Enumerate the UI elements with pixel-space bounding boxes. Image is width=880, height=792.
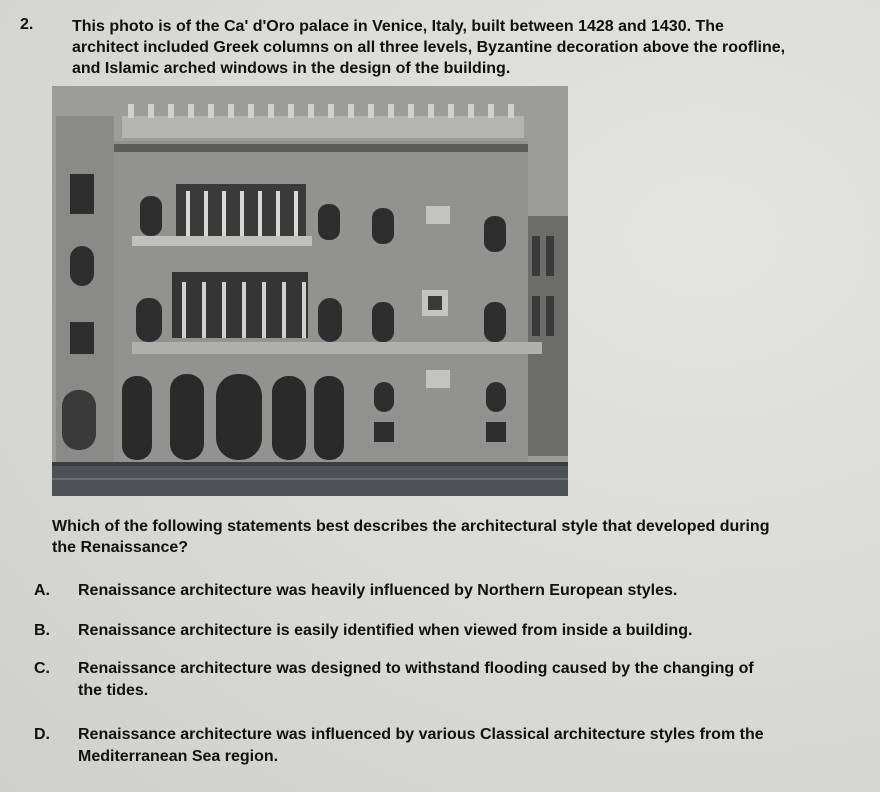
intro-line: architect included Greek columns on all three levels, Byzantine decoration above the roofline, (72, 39, 786, 56)
question-intro (72, 16, 872, 79)
question-number: 2. (20, 16, 34, 33)
option-text-continued: Mediterranean Sea region. (78, 748, 279, 765)
option-text: Renaissance architecture was influenced by various Classical architecture styles from the (78, 726, 764, 743)
prompt-line: the Renaissance? (52, 539, 189, 556)
option-text-continued: the tides. (78, 682, 149, 699)
option-letter: D. (34, 726, 50, 743)
palace-illustration (52, 86, 568, 496)
palace-photo (52, 86, 568, 496)
option-text: Renaissance architecture is easily identified when viewed from inside a building. (78, 622, 693, 639)
intro-line: This photo is of the Ca' d'Oro palace in Venice, Italy, built between 1428 and 1430. The (72, 18, 724, 35)
option-text: Renaissance architecture was designed to withstand flooding caused by the changing of (78, 660, 754, 677)
option-text: Renaissance architecture was heavily influenced by Northern European styles. (78, 582, 678, 599)
question-prompt (52, 516, 872, 558)
option-letter: A. (34, 582, 50, 599)
option-letter: C. (34, 660, 50, 677)
prompt-line: Which of the following statements best describes the architectural style that developed during (52, 518, 770, 535)
option-letter: B. (34, 622, 50, 639)
intro-line: and Islamic arched windows in the design of the building. (72, 60, 511, 77)
